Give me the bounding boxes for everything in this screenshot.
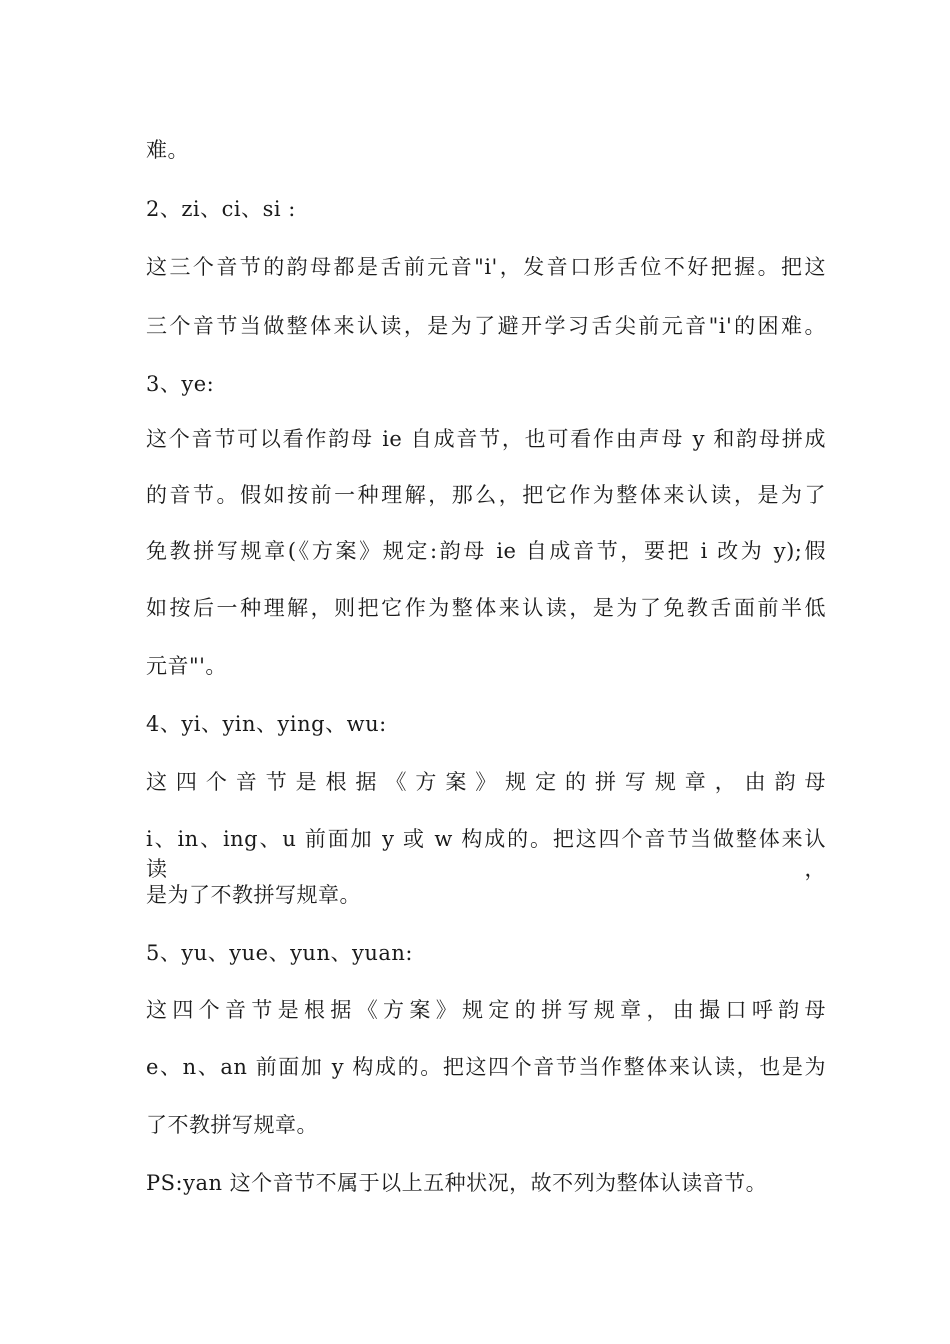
text-line: 这四个音节是根据《方案》规定的拼写规章，由撮口呼韵母 [146,998,826,1022]
section-heading-4: 4、yi、yin、ying、wu: [146,712,387,736]
text-line: 免教拼写规章(《方案》规定:韵母 ie 自成音节，要把 i 改为 y);假 [146,539,826,563]
text-line: 是为了不教拼写规章。 [146,883,361,907]
section-heading-5: 5、yu、yue、yun、yuan: [146,941,413,965]
section-heading-2: 2、zi、ci、si : [146,197,296,221]
text-line: i、in、ing、u 前面加 y 或 w 构成的。把这四个音节当做整体来认读， [146,827,826,881]
text-line: 难。 [146,138,189,162]
text-line: 这个音节可以看作韵母 ie 自成音节，也可看作由声母 y 和韵母拼成 [146,427,826,451]
text-line: 如按后一种理解，则把它作为整体来认读，是为了免教舌面前半低 [146,596,826,620]
text-line: 这 四 个 音 节 是 根 据 《 方 案 》 规 定 的 拼 写 规 章 ， 由 韵 母 [146,770,826,794]
postscript-note: PS:yan 这个音节不属于以上五种状况，故不列为整体认读音节。 [146,1171,768,1195]
text-line: 元音"'。 [146,654,227,678]
section-heading-3: 3、ye: [146,372,215,396]
text-line: 了不教拼写规章。 [146,1113,318,1137]
text-line: 三个音节当做整体来认读，是为了避开学习舌尖前元音"i'的困难。 [146,314,826,338]
text-line: 这三个音节的韵母都是舌前元音"i'，发音口形舌位不好把握。把这 [146,255,826,279]
text-line: 的音节。假如按前一种理解，那么，把它作为整体来认读，是为了 [146,483,826,507]
text-line: e、n、an 前面加 y 构成的。把这四个音节当作整体来认读，也是为 [146,1055,826,1079]
